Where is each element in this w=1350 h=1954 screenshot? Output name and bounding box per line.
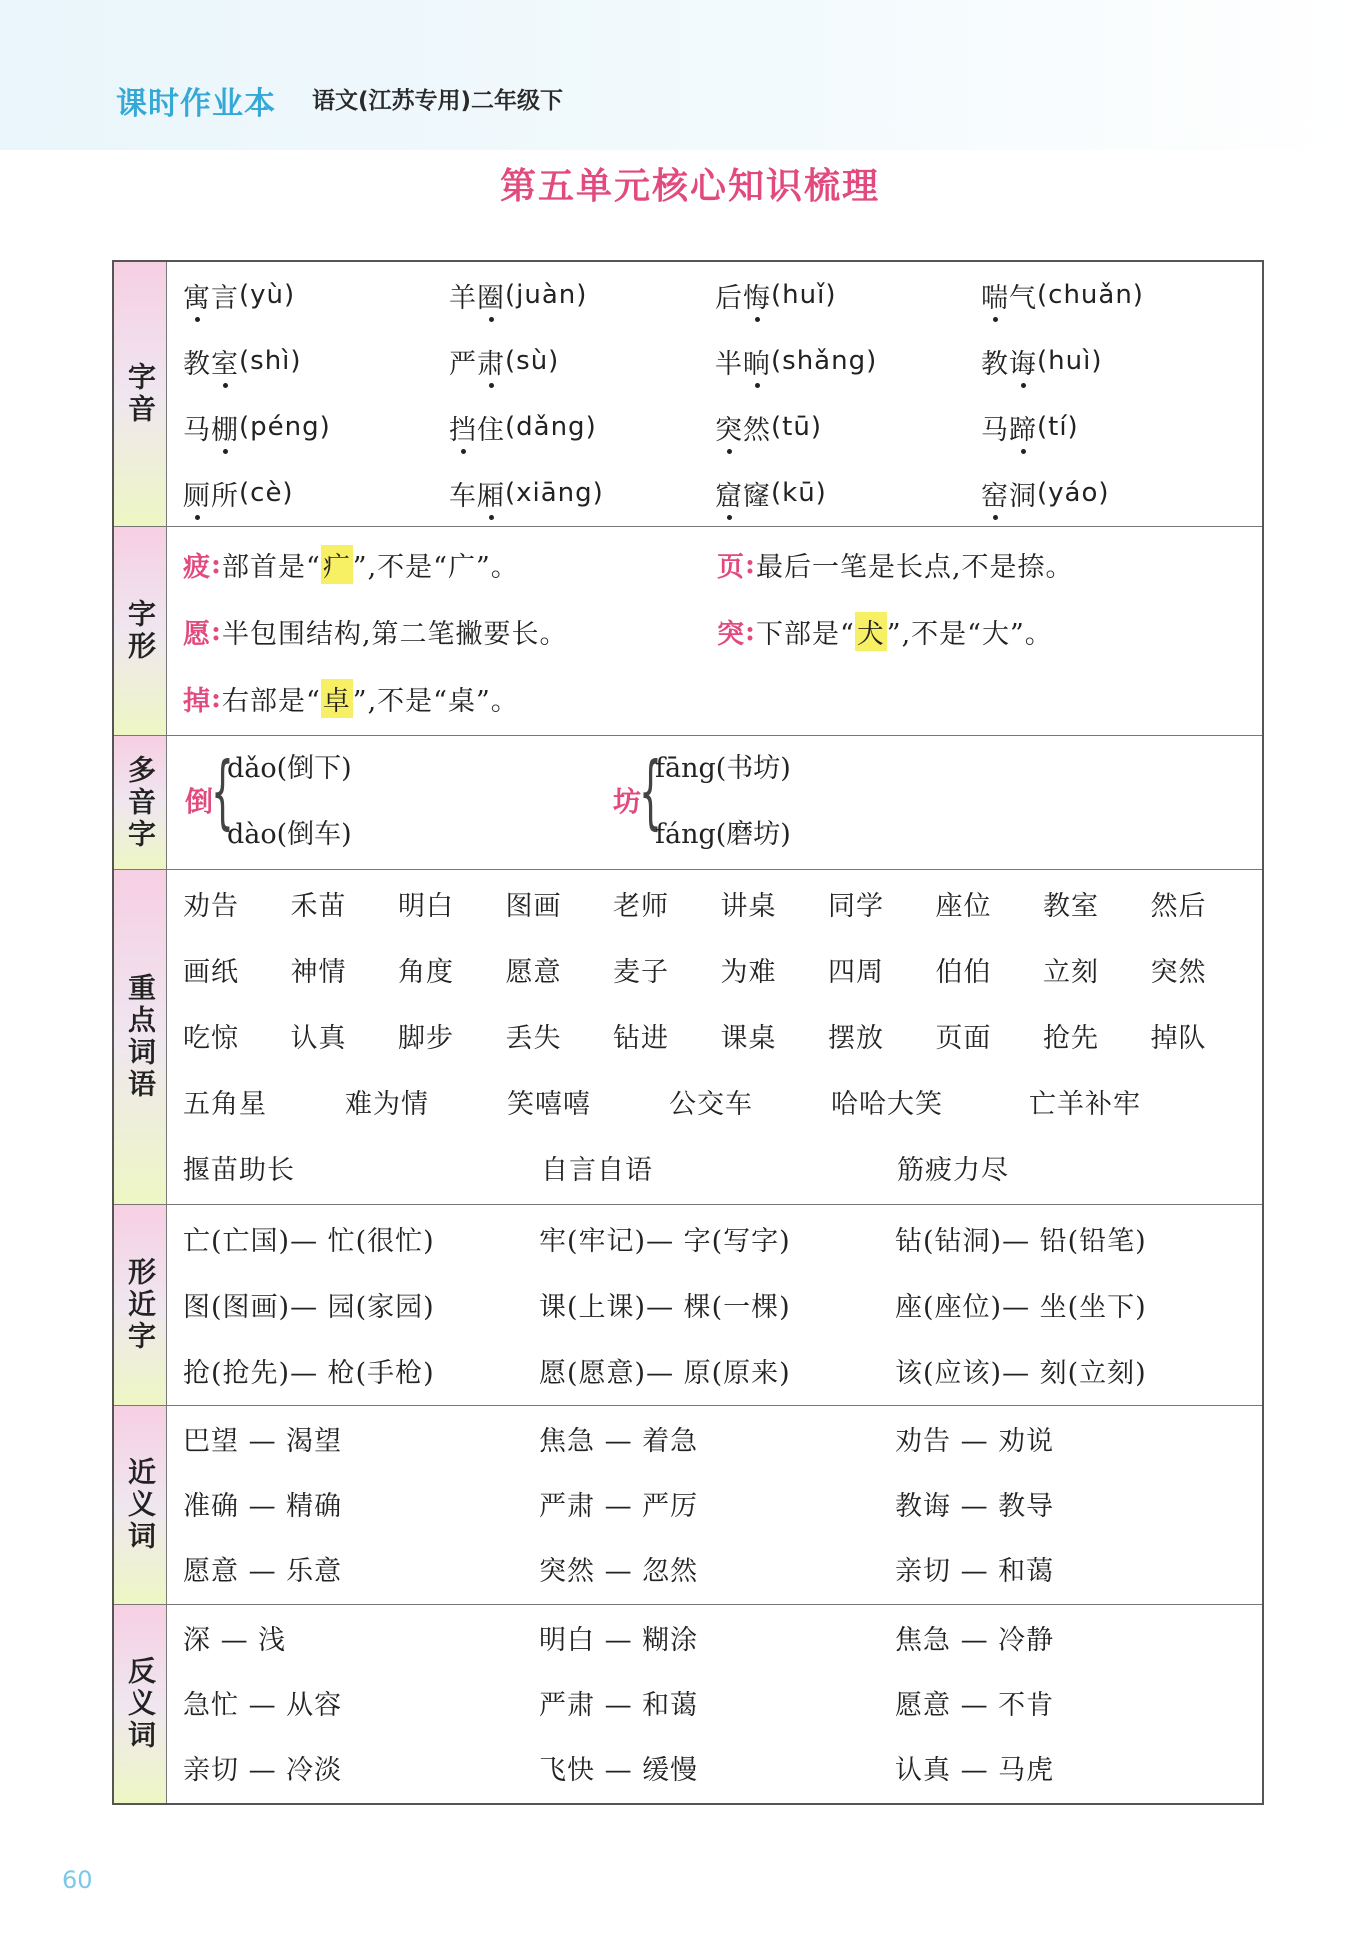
glyph-char: 疲 bbox=[183, 552, 211, 583]
glyph-tip bbox=[183, 531, 717, 598]
polyphone-char: 倒 bbox=[185, 785, 214, 818]
key-word: 揠苗助长 bbox=[183, 1154, 295, 1186]
section-label: 字音 bbox=[114, 262, 167, 526]
key-word: 公交车 bbox=[669, 1088, 753, 1120]
dotted-char: 诲 bbox=[1009, 342, 1037, 381]
section-label: 形近字 bbox=[114, 1205, 167, 1405]
word-pair: 严肃 — 和蔼 bbox=[539, 1690, 699, 1721]
section-label: 反义词 bbox=[114, 1605, 167, 1803]
word-part: 严 bbox=[449, 348, 477, 380]
pinyin-item bbox=[981, 394, 1247, 460]
glyph-colon: : bbox=[211, 683, 222, 714]
word-pair: 该(应该)— 刻(立刻) bbox=[895, 1357, 1147, 1389]
word-part: 羊 bbox=[449, 282, 477, 314]
word-pair: 牢(牢记)— 字(写字) bbox=[539, 1225, 791, 1257]
key-word: 神情 bbox=[290, 956, 347, 988]
pinyin-reading: (cè) bbox=[239, 478, 294, 508]
pinyin-reading: (kū) bbox=[771, 478, 827, 508]
glyph-note: 部首是“ bbox=[221, 552, 321, 583]
pinyin-reading: (xiāng) bbox=[505, 478, 604, 508]
glyph-char: 掉 bbox=[183, 686, 211, 717]
polyphone-reading: fáng(磨坊) bbox=[655, 819, 791, 850]
pinyin-reading: (yáo) bbox=[1037, 478, 1110, 508]
key-word: 画纸 bbox=[183, 956, 239, 988]
key-word: 筋疲力尽 bbox=[897, 1154, 1009, 1186]
word-pair: 劝告 — 劝说 bbox=[895, 1426, 1055, 1457]
word-part: 住 bbox=[477, 414, 505, 446]
key-word: 吃惊 bbox=[183, 1022, 239, 1054]
key-word: 丢失 bbox=[505, 1022, 562, 1054]
word-pair: 急忙 — 从容 bbox=[183, 1690, 343, 1721]
word-part: 教 bbox=[981, 348, 1009, 380]
glyph-char: 页 bbox=[717, 552, 745, 583]
key-word: 立刻 bbox=[1043, 956, 1099, 988]
word-pair: 教诲 — 教导 bbox=[895, 1491, 1055, 1522]
key-word: 难为情 bbox=[345, 1088, 429, 1120]
key-word: 禾苗 bbox=[290, 890, 347, 922]
glyph-note: ”,不是“广”。 bbox=[352, 552, 519, 583]
word-pair: 亲切 — 冷淡 bbox=[183, 1755, 343, 1786]
pinyin-grid bbox=[167, 262, 1262, 526]
dotted-char: 棚 bbox=[211, 408, 239, 447]
pinyin-reading: (shì) bbox=[239, 346, 302, 376]
word-part: 马 bbox=[981, 414, 1009, 446]
word-pair: 钻(钻洞)— 铅(铅笔) bbox=[895, 1225, 1147, 1257]
glyph-char: 突 bbox=[717, 619, 745, 650]
word-pair: 深 — 浅 bbox=[183, 1625, 287, 1656]
highlighted-part: 卓 bbox=[321, 679, 353, 718]
glyph-note: 右部是“ bbox=[221, 686, 321, 717]
word-part: 洞 bbox=[1009, 480, 1037, 512]
brace-symbol: { bbox=[211, 745, 234, 838]
word-pair: 焦急 — 着急 bbox=[539, 1426, 699, 1457]
polyphone-item bbox=[177, 736, 597, 869]
section-label: 近义词 bbox=[114, 1406, 167, 1604]
word-pair: 亲切 — 和蔼 bbox=[895, 1556, 1055, 1587]
pinyin-reading: (huǐ) bbox=[771, 280, 837, 310]
key-word: 然后 bbox=[1150, 890, 1207, 922]
word-pair: 飞快 — 缓慢 bbox=[539, 1755, 699, 1786]
pinyin-reading: (juàn) bbox=[505, 280, 588, 310]
dotted-char: 窟 bbox=[715, 474, 743, 513]
word-pair: 抢(抢先)— 枪(手枪) bbox=[183, 1357, 435, 1389]
key-word: 图画 bbox=[505, 890, 562, 922]
pinyin-reading: (chuǎn) bbox=[1037, 280, 1144, 310]
pinyin-reading: (tū) bbox=[771, 412, 822, 442]
key-word: 脚步 bbox=[398, 1022, 454, 1054]
pinyin-reading: (sù) bbox=[505, 346, 560, 376]
section-zixing bbox=[114, 527, 1262, 736]
glyph-note: ”,不是“大”。 bbox=[886, 619, 1053, 650]
glyph-colon: : bbox=[211, 549, 222, 580]
word-row bbox=[167, 1002, 1270, 1068]
glyph-note: 半包围结构,第二笔撇要长。 bbox=[221, 619, 568, 650]
pinyin-reading: (tí) bbox=[1037, 412, 1079, 442]
highlighted-part: 疒 bbox=[321, 545, 353, 584]
word-pair: 准确 — 精确 bbox=[183, 1491, 343, 1522]
pinyin-item bbox=[449, 262, 715, 328]
key-word: 笑嘻嘻 bbox=[507, 1088, 591, 1120]
word-pair: 愿(愿意)— 原(原来) bbox=[539, 1357, 791, 1389]
antonym-grid bbox=[167, 1605, 1263, 1800]
key-word: 抢先 bbox=[1043, 1022, 1099, 1054]
page-title: 第五单元核心知识梳理 bbox=[499, 166, 880, 207]
dotted-char: 蹄 bbox=[1009, 408, 1037, 447]
dotted-char: 喘 bbox=[981, 276, 1009, 315]
section-zhongdian bbox=[114, 870, 1262, 1205]
word-part: 窿 bbox=[743, 480, 771, 512]
glyph-tip bbox=[717, 598, 1251, 665]
word-part: 后 bbox=[715, 282, 743, 314]
polyphone-item bbox=[605, 736, 1025, 869]
dotted-char: 悔 bbox=[743, 276, 771, 315]
pinyin-reading: (dǎng) bbox=[505, 412, 597, 442]
word-part: 气 bbox=[1009, 282, 1037, 314]
word-part: 所 bbox=[211, 480, 239, 512]
word-part: 半 bbox=[715, 348, 743, 380]
pinyin-item bbox=[715, 262, 981, 328]
word-part: 言 bbox=[211, 282, 239, 314]
glyph-char: 愿 bbox=[183, 619, 211, 650]
pinyin-reading: (shǎng) bbox=[771, 346, 878, 376]
word-pair: 突然 — 忽然 bbox=[539, 1556, 699, 1587]
pinyin-item bbox=[449, 460, 715, 526]
dotted-char: 晌 bbox=[743, 342, 771, 381]
glyph-note: ”,不是“桌”。 bbox=[352, 686, 519, 717]
section-jinyi bbox=[114, 1406, 1262, 1605]
pinyin-item bbox=[981, 262, 1247, 328]
pinyin-item bbox=[449, 328, 715, 394]
word-pair: 图(图画)— 园(家园) bbox=[183, 1291, 435, 1323]
glyph-tip bbox=[183, 598, 717, 665]
key-word: 钻进 bbox=[613, 1022, 669, 1054]
similar-char-grid bbox=[167, 1205, 1263, 1403]
dotted-char: 圈 bbox=[477, 276, 505, 315]
word-pair: 课(上课)— 棵(一棵) bbox=[539, 1291, 791, 1323]
key-word: 愿意 bbox=[505, 956, 562, 988]
key-word: 教室 bbox=[1043, 890, 1099, 922]
word-row bbox=[167, 1134, 1270, 1200]
key-word: 明白 bbox=[398, 890, 454, 922]
key-word: 老师 bbox=[613, 890, 669, 922]
word-part: 教 bbox=[183, 348, 211, 380]
word-part: 马 bbox=[183, 414, 211, 446]
key-word: 角度 bbox=[398, 956, 454, 988]
glyph-colon: : bbox=[745, 549, 756, 580]
dotted-char: 室 bbox=[211, 342, 239, 381]
word-row bbox=[167, 870, 1270, 936]
pinyin-item bbox=[715, 328, 981, 394]
word-pair: 巴望 — 渴望 bbox=[183, 1426, 343, 1457]
section-label: 重点词语 bbox=[114, 870, 167, 1204]
key-word: 四周 bbox=[828, 956, 884, 988]
word-row bbox=[167, 936, 1270, 1002]
section-duoyinzi bbox=[114, 736, 1262, 870]
pinyin-item bbox=[183, 262, 449, 328]
dotted-char: 突 bbox=[715, 408, 743, 447]
polyphone-reading: dǎo(倒下) bbox=[227, 753, 352, 784]
glyph-note: 最后一笔是长点,不是捺。 bbox=[755, 552, 1074, 583]
section-label: 多音字 bbox=[114, 736, 167, 869]
word-pair: 明白 — 糊涂 bbox=[539, 1625, 699, 1656]
key-word: 同学 bbox=[828, 890, 884, 922]
glyph-tip bbox=[717, 531, 1251, 598]
pinyin-item bbox=[183, 394, 449, 460]
key-word: 麦子 bbox=[613, 956, 669, 988]
section-ziyin bbox=[114, 262, 1262, 527]
pinyin-item bbox=[715, 394, 981, 460]
dotted-char: 厢 bbox=[477, 474, 505, 513]
book-subject: 语文(江苏专用)二年级下 bbox=[312, 88, 564, 114]
key-word: 五角星 bbox=[183, 1088, 267, 1120]
section-label: 字形 bbox=[114, 527, 167, 735]
word-pair: 焦急 — 冷静 bbox=[895, 1625, 1055, 1656]
dotted-char: 寓 bbox=[183, 276, 211, 315]
word-pair: 认真 — 马虎 bbox=[895, 1755, 1055, 1786]
glyph-note: 下部是“ bbox=[755, 619, 855, 650]
word-pair: 愿意 — 乐意 bbox=[183, 1556, 343, 1587]
pinyin-reading: (péng) bbox=[239, 412, 331, 442]
pinyin-item bbox=[183, 328, 449, 394]
pinyin-reading: (yù) bbox=[239, 280, 296, 310]
key-word: 课桌 bbox=[720, 1022, 777, 1054]
polyphone-char: 坊 bbox=[613, 785, 642, 818]
key-word: 摆放 bbox=[828, 1022, 884, 1054]
pinyin-item bbox=[715, 460, 981, 526]
key-word: 座位 bbox=[935, 890, 992, 922]
key-word: 为难 bbox=[720, 956, 777, 988]
word-pair: 愿意 — 不肯 bbox=[895, 1690, 1055, 1721]
glyph-grid bbox=[167, 527, 1263, 732]
word-pair: 严肃 — 严厉 bbox=[539, 1491, 699, 1522]
brace-symbol: { bbox=[639, 745, 662, 838]
knowledge-table bbox=[112, 260, 1264, 1805]
pinyin-item bbox=[981, 328, 1247, 394]
section-fanyi bbox=[114, 1605, 1262, 1803]
pinyin-item bbox=[981, 460, 1247, 526]
word-row bbox=[167, 1068, 1270, 1134]
pinyin-item bbox=[183, 460, 449, 526]
key-word: 页面 bbox=[935, 1022, 992, 1054]
key-word: 哈哈大笑 bbox=[831, 1088, 943, 1120]
glyph-colon: : bbox=[745, 616, 756, 647]
glyph-colon: : bbox=[211, 616, 222, 647]
pinyin-reading: (huì) bbox=[1037, 346, 1103, 376]
dotted-char: 厕 bbox=[183, 474, 211, 513]
header-band bbox=[0, 0, 1350, 150]
dotted-char: 肃 bbox=[477, 342, 505, 381]
word-part: 然 bbox=[743, 414, 771, 446]
key-word: 伯伯 bbox=[935, 956, 992, 988]
dotted-char: 挡 bbox=[449, 408, 477, 447]
section-xingjin bbox=[114, 1205, 1262, 1406]
dotted-char: 窑 bbox=[981, 474, 1009, 513]
polyphone-reading: dào(倒车) bbox=[227, 819, 352, 850]
highlighted-part: 犬 bbox=[855, 612, 887, 651]
key-word: 掉队 bbox=[1150, 1022, 1207, 1054]
word-pair: 座(座位)— 坐(坐下) bbox=[895, 1291, 1147, 1323]
glyph-tip bbox=[183, 665, 717, 732]
page-number: 60 bbox=[62, 1866, 93, 1894]
pinyin-item bbox=[449, 394, 715, 460]
book-brand: 课时作业本 bbox=[116, 86, 276, 122]
word-pair: 亡(亡国)— 忙(很忙) bbox=[183, 1225, 435, 1257]
key-word: 讲桌 bbox=[720, 890, 777, 922]
synonym-grid bbox=[167, 1406, 1263, 1601]
word-part: 车 bbox=[449, 480, 477, 512]
key-word: 亡羊补牢 bbox=[1029, 1088, 1141, 1120]
polyphone-reading: fāng(书坊) bbox=[655, 753, 791, 784]
key-word: 劝告 bbox=[183, 890, 239, 922]
key-word: 自言自语 bbox=[541, 1154, 653, 1186]
key-word: 突然 bbox=[1150, 956, 1207, 988]
key-word: 认真 bbox=[290, 1022, 347, 1054]
